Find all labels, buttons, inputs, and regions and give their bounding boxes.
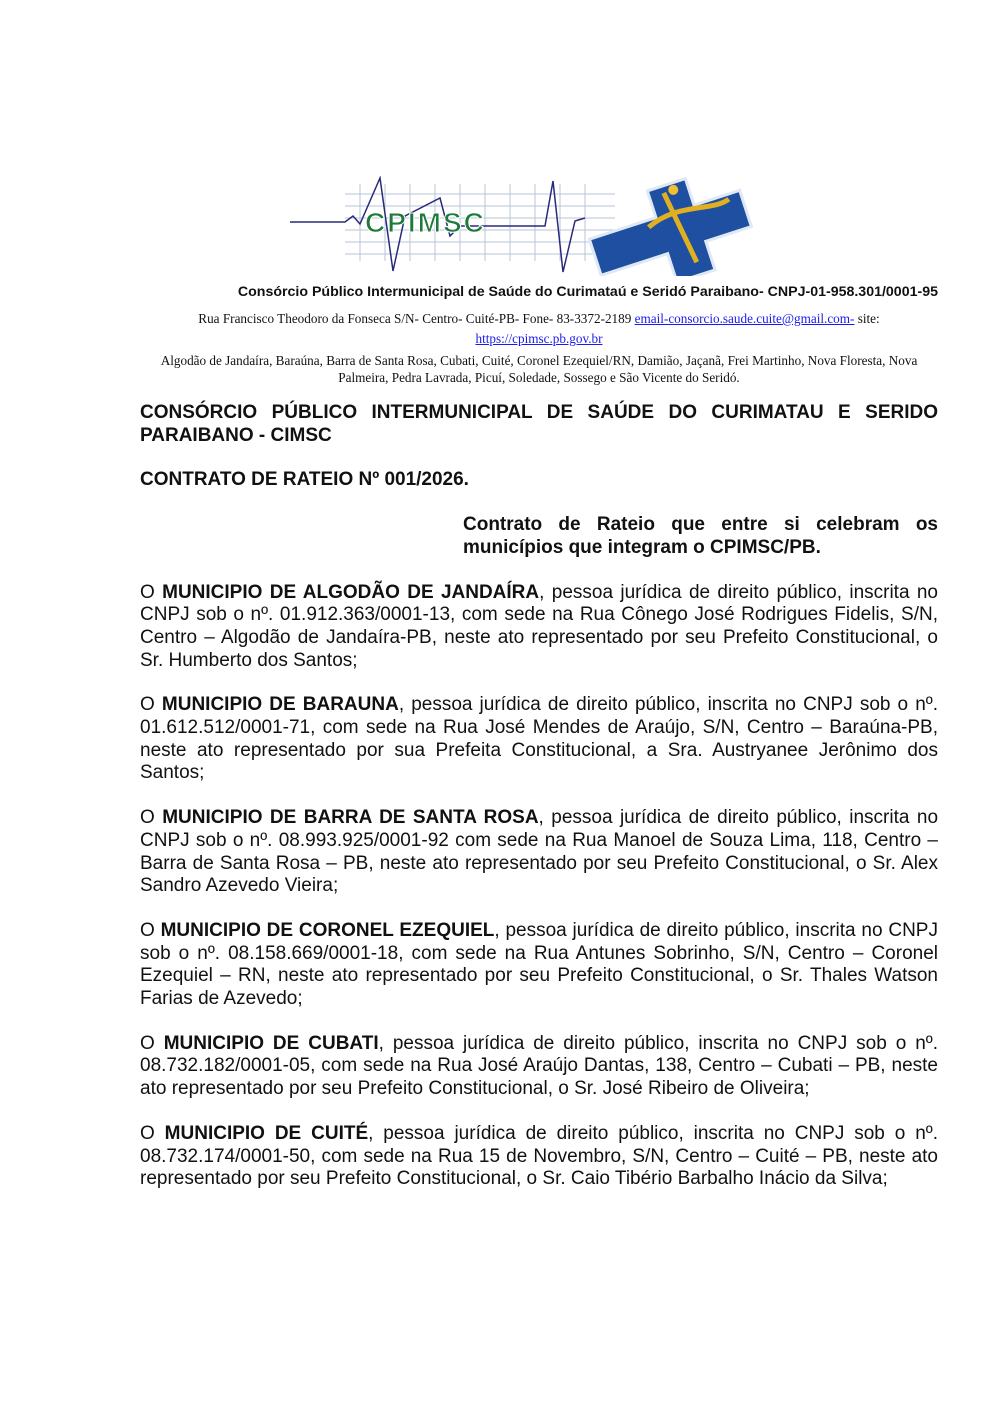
paragraph-text: , pessoa jurídica de direito público, inscrita no CNPJ sob o nº. 01.612.512/0001-71, com sede na Rua José Mendes de Araújo, S/N, Centro – Baraúna-PB, neste ato representado por sua Prefeita Constitucional, a Sra. Austryanee Jerônimo dos Santos; xyxy=(140,694,938,784)
document-title: CONSÓRCIO PÚBLICO INTERMUNICIPAL DE SAÚDE DO CURIMATAU E SERIDO PARAIBANO - CIMSC xyxy=(140,402,938,446)
member-municipalities: Algodão de Jandaíra, Baraúna, Barra de Santa Rosa, Cubati, Cuité, Coronel Ezequiel/RN, Damião, Jaçanã, Frei Martinho, Nova Floresta, Nova Palmeira, Pedra Lavrada, Picuí, Soledade, Sossego e São Vicente do Seridó. xyxy=(160,353,918,385)
paragraph-text: , pessoa jurídica de direito público, inscrita no CNPJ sob o nº. 08.158.669/0001-18, com sede na Rua Antunes Sobrinho, S/N, Centro – Coronel Ezequiel – RN, neste ato representado por seu Prefeito Constitucional, o Sr. Thales Watson Farias de Azevedo; xyxy=(140,919,938,1010)
municipality-name: MUNICIPIO DE CORONEL EZEQUIEL xyxy=(160,919,495,941)
cpimsc-logo xyxy=(285,176,800,276)
logo-text: CPIMSC xyxy=(365,207,486,238)
municipality-paragraph xyxy=(140,1033,938,1101)
paragraph-text: , pessoa jurídica de direito público, inscrita no CNPJ sob o nº. 08.732.174/0001-50, com sede na Rua 15 de Novembro, S/N, Centro – Cuité – PB, neste ato representado por seu Prefeito Constitucional, o Sr. Caio Tibério Barbalho Inácio da Silva; xyxy=(140,1122,938,1190)
paragraph-text: , pessoa jurídica de direito público, inscrita no CNPJ sob o nº. 08.732.182/0001-05, com sede na Rua José Araújo Dantas, 138, Centro – Cubati – PB, neste ato representado por seu Prefeito Constitucional, o Sr. José Ribeiro de Oliveira; xyxy=(140,1032,938,1100)
municipality-paragraph xyxy=(140,807,938,898)
site-link[interactable]: https://cpimsc.pb.gov.br xyxy=(475,331,603,346)
municipality-name: MUNICIPIO DE ALGODÃO DE JANDAÍRA xyxy=(162,581,540,603)
paragraph-prefix: O xyxy=(140,581,163,603)
paragraph-prefix: O xyxy=(140,694,162,716)
email-link[interactable]: email-consorcio.saude.cuite@gmail.com- xyxy=(634,311,855,326)
organization-line: Consórcio Público Intermunicipal de Saúde do Curimataú e Seridó Paraibano- CNPJ-01-958.301/0001-95 xyxy=(237,284,938,300)
municipality-name: MUNICIPIO DE CUITÉ xyxy=(164,1122,369,1144)
paragraph-text: , pessoa jurídica de direito público, inscrita no CNPJ sob o nº. 01.912.363/0001-13, com sede na Rua Cônego José Rodrigues Fidelis, S/N, Centro – Algodão de Jandaíra-PB, neste ato representado por seu Prefeito Constitucional, o Sr. Humberto dos Santos; xyxy=(140,581,939,671)
contract-number: CONTRATO DE RATEIO Nº 001/2026. xyxy=(140,469,469,491)
paragraph-prefix: O xyxy=(140,919,161,941)
address-text: Rua Francisco Theodoro da Fonseca S/N- Centro- Cuité-PB- Fone- 83-3372-2189 xyxy=(198,311,632,326)
paragraph-prefix: O xyxy=(140,807,163,829)
municipality-name: MUNICIPIO DE BARRA DE SANTA ROSA xyxy=(162,807,539,829)
municipality-name: MUNICIPIO DE CUBATI xyxy=(163,1032,379,1054)
paragraph-text: , pessoa jurídica de direito público, inscrita no CNPJ sob o nº. 08.993.925/0001-92 com sede na Rua Manoel de Souza Lima, 118, Centro – Barra de Santa Rosa – PB, neste ato representado por seu Prefeito Constitucional, o Sr. Alex Sandro Azevedo Vieira; xyxy=(140,807,939,897)
municipality-paragraph xyxy=(140,582,938,673)
address-line xyxy=(140,311,938,327)
paragraph-prefix: O xyxy=(140,1032,164,1054)
municipality-paragraph xyxy=(140,920,938,1011)
site-label: site: xyxy=(857,311,880,326)
municipality-name: MUNICIPIO DE BARAUNA xyxy=(161,694,399,716)
contract-subtitle: Contrato de Rateio que entre si celebram os municípios que integram o CPIMSC/PB. xyxy=(463,514,938,558)
municipality-paragraph xyxy=(140,694,938,785)
municipality-paragraph xyxy=(140,1123,938,1191)
paragraph-prefix: O xyxy=(140,1122,165,1144)
document-body xyxy=(140,402,938,1191)
site-line xyxy=(140,331,938,347)
